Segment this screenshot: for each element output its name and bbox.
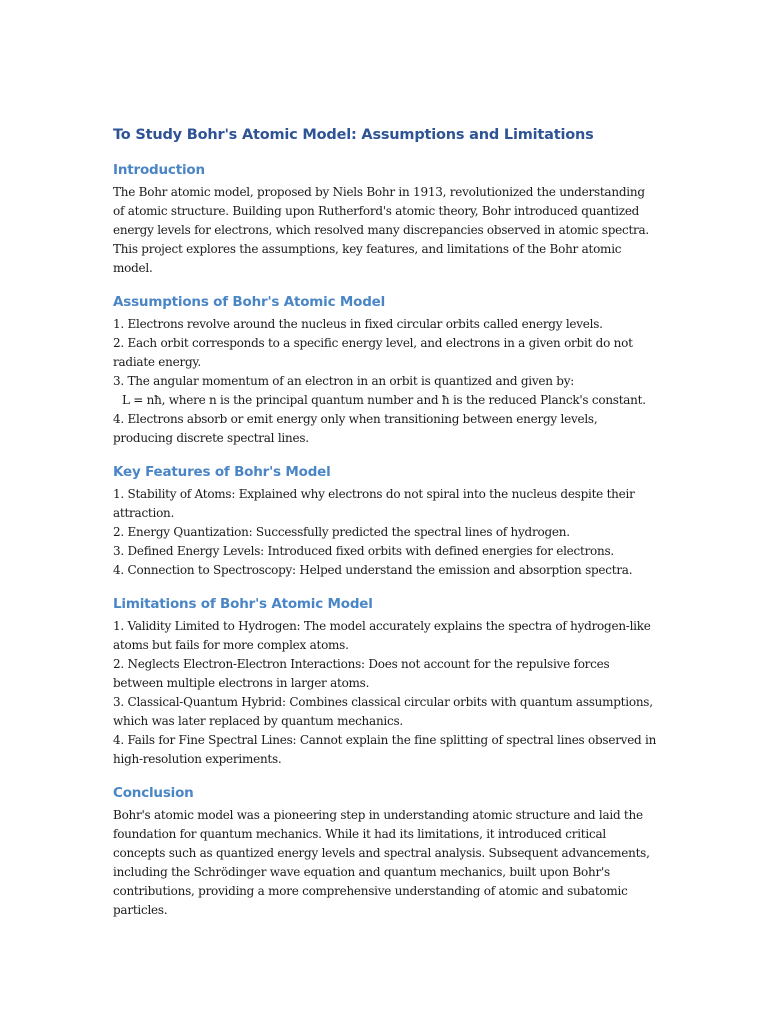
key-features-list (113, 485, 658, 580)
conclusion-paragraph: Bohr's atomic model was a pioneering step in understanding atomic structure and laid the foundation for quantum mechanics. While it had its limitations, it introduced critical concepts such as quantized energy levels and spectral analysis. Subsequent advancements, including the Schrödinger wave equation and quantum mechanics, built upon Bohr's contributions, providing a more comprehensive understanding of atomic and subatomic particles. (113, 808, 650, 917)
section-limitations (113, 594, 658, 769)
list-item: 2. Each orbit corresponds to a specific energy level, and electrons in a given orbit do not radiate energy. (113, 336, 633, 369)
list-item: 3. The angular momentum of an electron in an orbit is quantized and given by: (113, 374, 575, 388)
introduction-paragraph: The Bohr atomic model, proposed by Niels Bohr in 1913, revolutionized the understanding of atomic structure. Building upon Rutherford's atomic theory, Bohr introduced quantized energy levels for electrons, which resolved many discrepancies observed in atomic spectra. This project explores the assumptions, key features, and limitations of the Bohr atomic model. (113, 185, 649, 275)
section-heading-limitations: Limitations of Bohr's Atomic Model (113, 596, 373, 612)
section-heading-conclusion: Conclusion (113, 785, 194, 801)
list-item: 1. Stability of Atoms: Explained why electrons do not spiral into the nucleus despite their attraction. (113, 487, 635, 520)
list-item: 4. Fails for Fine Spectral Lines: Cannot explain the fine splitting of spectral lines observed in high-resolution experiments. (113, 733, 657, 766)
section-heading-introduction: Introduction (113, 162, 205, 178)
list-item: 1. Validity Limited to Hydrogen: The model accurately explains the spectra of hydrogen-like atoms but fails for more complex atoms. (113, 619, 651, 652)
list-item: 4. Connection to Spectroscopy: Helped understand the emission and absorption spectra. (113, 563, 633, 577)
list-item: 2. Energy Quantization: Successfully predicted the spectral lines of hydrogen. (113, 525, 570, 539)
section-conclusion (113, 783, 658, 920)
section-heading-key-features: Key Features of Bohr's Model (113, 464, 331, 480)
document-page (113, 124, 658, 934)
limitations-list (113, 617, 658, 769)
list-item: 2. Neglects Electron-Electron Interactions: Does not account for the repulsive forces between multiple electrons in larger atoms. (113, 657, 610, 690)
list-item: 3. Defined Energy Levels: Introduced fixed orbits with defined energies for electrons. (113, 544, 614, 558)
assumptions-list (113, 315, 658, 448)
list-item: 1. Electrons revolve around the nucleus in fixed circular orbits called energy levels. (113, 317, 603, 331)
formula-line: L = nħ, where n is the principal quantum number and ħ is the reduced Planck's constant. (122, 393, 646, 407)
section-key-features (113, 462, 658, 580)
list-item: 3. Classical-Quantum Hybrid: Combines classical circular orbits with quantum assumptions, which was later replaced by quantum mechanics. (113, 695, 653, 728)
section-heading-assumptions: Assumptions of Bohr's Atomic Model (113, 294, 386, 310)
list-item: 4. Electrons absorb or emit energy only when transitioning between energy levels, producing discrete spectral lines. (113, 412, 598, 445)
section-assumptions (113, 292, 658, 448)
document-title: To Study Bohr's Atomic Model: Assumptions and Limitations (113, 127, 594, 143)
section-introduction (113, 160, 658, 278)
